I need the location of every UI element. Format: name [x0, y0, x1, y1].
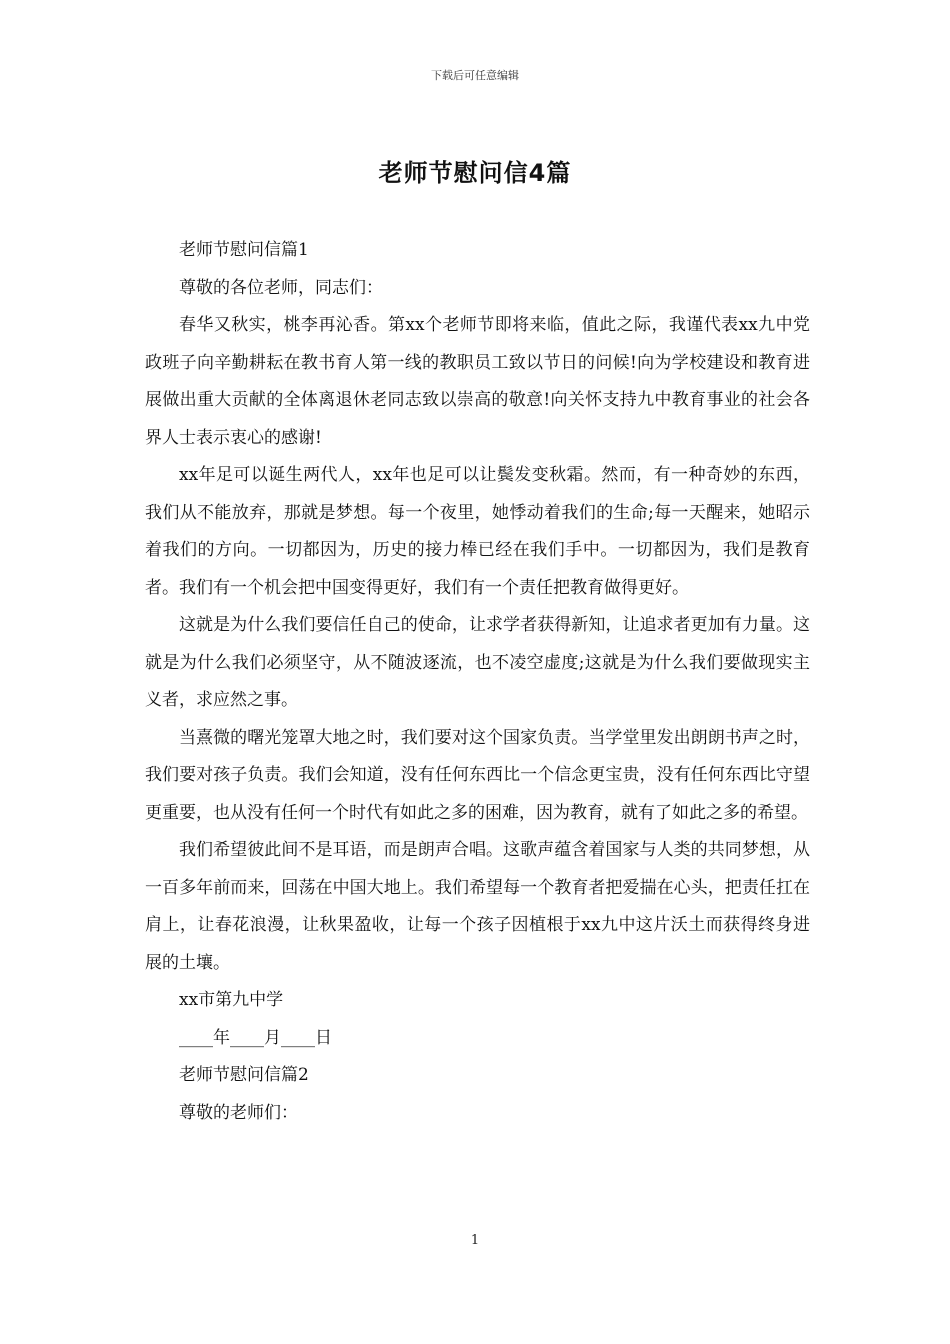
header-note: 下载后可任意编辑 — [431, 69, 519, 82]
section-heading: 老师节慰问信篇1 — [179, 240, 309, 260]
salutation: 尊敬的各位老师，同志们： — [179, 277, 383, 298]
document-body — [145, 232, 810, 1132]
body-paragraph: 当熹微的曙光笼罩大地之时，我们要对这个国家负责。当学堂里发出朗朗书声之时，我们要对孩子负责。我们会知道，没有任何东西比一个信念更宝贵，没有任何东西比守望更重要，也从没有任何一个时代有如此之多的困难，因为教育，就有了如此之多的希望。 — [145, 727, 810, 823]
body-paragraph: xx年足可以诞生两代人，xx年也足可以让鬓发变秋霜。然而，有一种奇妙的东西，我们从不能放弃，那就是梦想。每一个夜里，她悸动着我们的生命;每一天醒来，她昭示着我们的方向。一切都因为，历史的接力棒已经在我们手中。一切都因为，我们是教育者。我们有一个机会把中国变得更好，我们有一个责任把教育做得更好。 — [145, 465, 810, 598]
signature-date: ____年____月____日 — [179, 1027, 332, 1048]
document-title: 老师节慰问信4篇 — [378, 159, 572, 187]
body-paragraph: 这就是为什么我们要信任自己的使命，让求学者获得新知，让追求者更加有力量。这就是为什么我们必须坚守，从不随波逐流，也不凌空虚度;这就是为什么我们要做现实主义者，求应然之事。 — [145, 615, 810, 710]
page-number: 1 — [470, 1233, 480, 1248]
body-paragraph: 春华又秋实，桃李再沁香。第xx个老师节即将来临，值此之际，我谨代表xx九中党政班子向辛勤耕耘在教书育人第一线的教职员工致以节日的问候!向为学校建设和教育进展做出重大贡献的全体离退休老同志致以崇高的敬意!向关怀支持九中教育事业的社会各界人士表示衷心的感谢! — [145, 315, 810, 448]
salutation: 尊敬的老师们： — [179, 1102, 298, 1123]
signature-school: xx市第九中学 — [179, 990, 284, 1010]
section-heading: 老师节慰问信篇2 — [179, 1065, 309, 1085]
body-paragraph: 我们希望彼此间不是耳语，而是朗声合唱。这歌声蕴含着国家与人类的共同梦想，从一百多年前而来，回荡在中国大地上。我们希望每一个教育者把爱揣在心头，把责任扛在肩上，让春花浪漫，让秋果盈收，让每一个孩子因植根于xx九中这片沃土而获得终身进展的土壤。 — [145, 840, 810, 973]
